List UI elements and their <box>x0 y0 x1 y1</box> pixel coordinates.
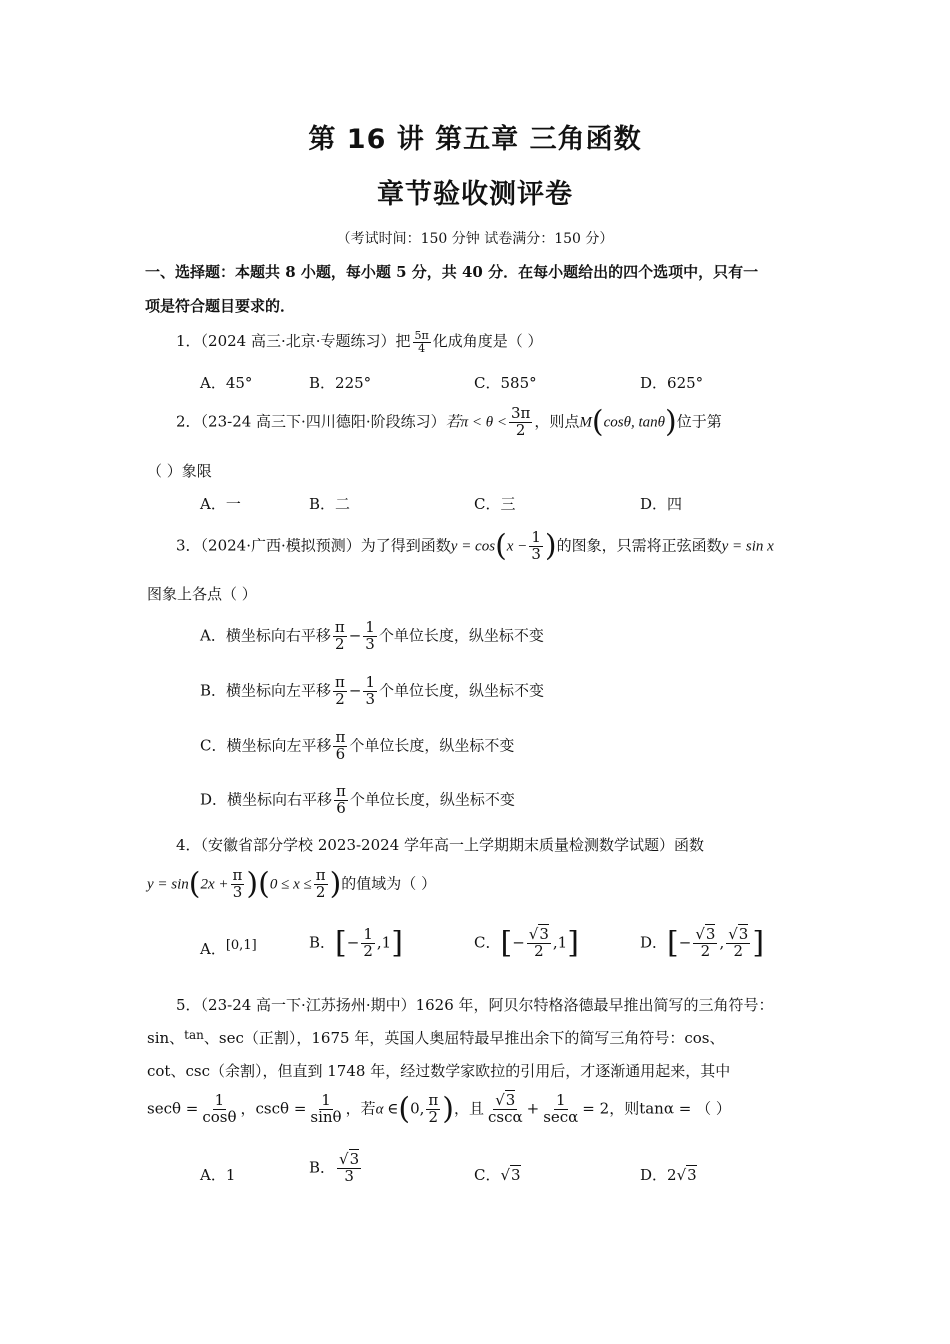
option-label: B． <box>309 933 336 952</box>
question-2 <box>176 406 722 439</box>
sec-symbol: sec <box>218 1029 244 1047</box>
q2-point-args: cosθ, tanθ <box>603 414 666 431</box>
separator: 、 <box>170 1062 186 1080</box>
frac-denominator: 2 <box>428 1107 439 1126</box>
option-text-end: 个单位长度，纵坐标不变 <box>349 790 515 809</box>
q4-text-end: 的值域为（ ） <box>341 874 437 893</box>
frac-numerator: π <box>336 782 346 800</box>
q5-line2 <box>147 1027 725 1048</box>
option-text: C．横坐标向左平移 <box>200 736 332 755</box>
frac-denominator: 2 <box>315 882 326 901</box>
paren-open: ( <box>188 866 201 902</box>
option-value: ,1 <box>552 933 568 952</box>
frac-pi-6 <box>334 784 348 817</box>
question-source: （安徽省部分学校 2023-2024 学年高一上学期期末质量检测数学试题）函数 <box>200 836 705 854</box>
frac-denominator: cosθ <box>202 1107 237 1126</box>
q5-text: ，且 <box>453 1099 484 1118</box>
bracket-open: [ <box>667 925 679 961</box>
q2-option-a: A．一 <box>200 495 241 513</box>
frac-numerator: 1 <box>321 1091 331 1109</box>
sqrt-radicand: 3 <box>539 925 549 943</box>
frac-numerator: π <box>428 1091 439 1109</box>
q3-option-c <box>200 730 514 763</box>
option-text: D．横坐标向右平移 <box>200 790 333 809</box>
separator: ， <box>240 1099 256 1118</box>
frac-sqrt3-csc <box>486 1093 525 1126</box>
q2-option-c: C．三 <box>474 495 516 513</box>
plus-sign: + <box>526 1099 540 1118</box>
q1-option-b: B．225° <box>309 374 372 392</box>
q2-text: ，则点 <box>534 412 580 431</box>
bracket-open: [ <box>500 925 513 961</box>
q5-option-b <box>309 1152 363 1185</box>
separator: 、 <box>169 1029 185 1047</box>
question-number: 2． <box>176 412 201 431</box>
bracket-close: ] <box>752 925 765 961</box>
q3-text: 为了得到函数 <box>360 536 451 555</box>
frac-denominator: secα <box>543 1107 579 1126</box>
frac-numerator: 5π <box>414 329 429 342</box>
frac-1-3 <box>363 620 377 653</box>
frac-numerator: 1 <box>363 925 373 943</box>
q2-point: M <box>579 414 592 431</box>
frac-denominator: 3 <box>232 882 243 901</box>
paren-close: ) <box>665 404 677 440</box>
frac-numerator: π <box>335 673 345 691</box>
frac-sqrt3-3 <box>337 1152 361 1185</box>
frac-sqrt3-2 <box>726 927 750 960</box>
frac-numerator: √3 <box>695 925 716 943</box>
q2-option-d: D．四 <box>640 495 683 513</box>
frac-denominator: 4 <box>418 341 426 355</box>
frac-1-2 <box>361 927 375 960</box>
frac-denominator: 2 <box>335 634 345 653</box>
q4-option-b <box>309 927 403 960</box>
q3-text-mid: 的图象，只需将正弦函数 <box>556 536 722 555</box>
q3-option-a <box>200 620 544 653</box>
question-5 <box>176 994 774 1015</box>
q4-domain: 0 ≤ x ≤ <box>269 876 312 893</box>
frac-numerator: 1 <box>365 673 376 691</box>
question-number: 1． <box>176 332 201 351</box>
sec-definition: secθ = <box>147 1099 199 1118</box>
q5-option-c: C．√3 <box>474 1166 521 1184</box>
sqrt-radicand: 3 <box>511 1166 521 1184</box>
sqrt-radicand: 3 <box>505 1091 516 1109</box>
q5-text: （正割），1675 年，英国人奥屈特最早推出余下的简写三角符号： <box>243 1029 685 1047</box>
frac-pi-2 <box>333 675 347 708</box>
option-text-end: 个单位长度，纵坐标不变 <box>378 626 544 645</box>
cot-symbol: cot <box>147 1062 171 1080</box>
tan-question: tanα = （ ） <box>639 1099 731 1118</box>
option-text-end: 个单位长度，纵坐标不变 <box>379 681 545 700</box>
frac-numerator: √3 <box>728 925 749 943</box>
page-title: 第 16 讲 第五章 三角函数 <box>308 124 642 155</box>
option-label: B． <box>309 1158 336 1177</box>
comma: , <box>719 933 725 952</box>
q1-text-end: 化成角度是（ ） <box>432 332 543 351</box>
q1-option-a: A．45° <box>200 374 253 392</box>
q3-option-b <box>200 675 544 708</box>
q1-option-c: C．585° <box>474 374 537 392</box>
frac-1-sin <box>308 1093 343 1126</box>
q2-line2: （ ）象限 <box>147 462 212 480</box>
frac-numerator: 1 <box>555 1091 566 1109</box>
option-label: C． <box>474 1166 501 1184</box>
frac-denominator: 3 <box>365 689 376 708</box>
minus-sign: − <box>678 933 692 952</box>
frac-denominator: cscα <box>487 1107 523 1126</box>
minus-sign: − <box>348 681 362 700</box>
option-value: ,1 <box>376 933 392 952</box>
q2-fraction <box>509 406 532 439</box>
sqrt-radicand: 3 <box>705 925 716 943</box>
question-source: （23-24 高三下·四川德阳·阶段练习） <box>200 412 446 431</box>
paren-close: ) <box>246 866 259 902</box>
tan-symbol: tan <box>184 1028 204 1042</box>
question-source: （2024 高三·北京·专题练习） <box>200 332 396 351</box>
minus-sign: − <box>348 626 362 645</box>
frac-1-3 <box>363 675 377 708</box>
q3-line2: 图象上各点（ ） <box>147 585 257 603</box>
option-text-end: 个单位长度，纵坐标不变 <box>349 736 515 755</box>
q3-func2: y = sin x <box>721 538 774 555</box>
frac-numerator: √3 <box>339 1150 360 1168</box>
cos-symbol: cos <box>684 1029 710 1047</box>
frac-denominator: 2 <box>335 689 345 708</box>
frac-sqrt3-2 <box>527 927 551 960</box>
frac-denominator: 2 <box>363 941 373 960</box>
frac-numerator: 3π <box>511 404 531 422</box>
frac-denominator: 3 <box>531 544 541 563</box>
minus-sign: − <box>346 933 360 952</box>
q5-line4 <box>147 1093 731 1126</box>
paren-open: ( <box>258 866 270 902</box>
q5-line3 <box>147 1060 730 1081</box>
separator: 、 <box>709 1029 725 1047</box>
paren-close: ) <box>442 1091 454 1127</box>
section-heading-line2: 项是符合题目要求的． <box>145 297 296 315</box>
q4-option-d <box>640 927 764 960</box>
option-text: B．横坐标向左平移 <box>200 681 332 700</box>
sqrt-radicand: 3 <box>738 925 749 943</box>
frac-numerator: √3 <box>495 1091 516 1109</box>
q5-option-a: A．1 <box>200 1166 236 1184</box>
question-number: 5． <box>176 996 201 1014</box>
q3-func: y = cos <box>450 538 496 555</box>
paren-open: ( <box>398 1091 411 1127</box>
q1-text: 把 <box>395 332 411 351</box>
sqrt-radicand: 3 <box>687 1166 697 1184</box>
q4-func: y = sin <box>147 876 189 893</box>
bracket-close: ] <box>391 925 403 961</box>
option-label: D． <box>640 933 668 952</box>
frac-denominator: sinθ <box>310 1107 342 1126</box>
q1-option-d: D．625° <box>640 374 704 392</box>
frac-denominator: 2 <box>700 941 711 960</box>
question-3 <box>176 530 774 563</box>
minus-sign: − <box>512 933 525 952</box>
frac-denominator: 6 <box>335 744 346 763</box>
option-label: D． <box>640 1166 668 1184</box>
q2-text-end: 位于第 <box>676 412 722 431</box>
paren-close: ) <box>329 866 342 902</box>
frac-denominator: 2 <box>534 941 544 960</box>
question-1 <box>176 330 543 354</box>
q5-text: ，若 <box>345 1099 376 1118</box>
frac-denominator: 2 <box>515 420 526 439</box>
q4-line2 <box>147 868 436 901</box>
frac-sqrt3-2 <box>693 927 717 960</box>
frac-pi-2 <box>333 620 347 653</box>
option-value: [0,1] <box>225 938 257 953</box>
q2-condition: 若π < θ < <box>445 414 507 431</box>
question-number: 3． <box>176 536 201 555</box>
frac-denominator: 2 <box>733 941 744 960</box>
csc-symbol: csc <box>185 1062 210 1080</box>
frac-denominator: 6 <box>336 798 346 817</box>
frac-numerator: π <box>335 728 346 746</box>
q4-func-arg: 2x + <box>200 876 229 893</box>
question-source: （2024·广西·模拟预测） <box>200 536 361 555</box>
question-4 <box>176 834 704 855</box>
separator: 、 <box>203 1029 219 1047</box>
q5-text: （余割），但直到 1748 年，经过数学家欧拉的引用后，才逐渐通用起来，其中 <box>209 1062 731 1080</box>
bracket-open: [ <box>335 925 347 961</box>
frac-numerator: π <box>315 866 326 884</box>
csc-definition: cscθ = <box>255 1099 307 1118</box>
frac-pi-2 <box>314 868 328 901</box>
q4-option-c <box>474 927 579 960</box>
frac-numerator: 1 <box>214 1091 225 1109</box>
frac-1-sec <box>541 1093 580 1126</box>
frac-pi-3 <box>231 868 245 901</box>
q1-fraction <box>413 330 431 354</box>
frac-numerator: π <box>334 618 345 636</box>
frac-pi-2 <box>426 1093 440 1126</box>
paren-open: ( <box>495 528 507 564</box>
option-label: C． <box>474 933 501 952</box>
frac-denominator: 3 <box>344 1166 354 1185</box>
question-number: 4． <box>176 836 201 854</box>
sqrt-radicand: 3 <box>349 1150 360 1168</box>
equals-two: = 2 <box>582 1099 610 1118</box>
frac-numerator: 1 <box>531 528 541 546</box>
page-subtitle: 章节验收测评卷 <box>377 179 573 210</box>
option-text: A．横坐标向右平移 <box>200 626 331 645</box>
q4-option-a <box>200 938 257 959</box>
alpha-condition: α ∈ <box>375 1101 399 1118</box>
frac-pi-6 <box>333 730 347 763</box>
q5-text: ，则 <box>609 1099 640 1118</box>
q5-option-d: D．2√3 <box>640 1166 697 1184</box>
question-text: （23-24 高一下·江苏扬州·期中）1626 年，阿贝尔特格洛德最早推出简写的三角符号： <box>200 996 774 1014</box>
frac-denominator: 3 <box>365 634 375 653</box>
q3-option-d <box>200 784 515 817</box>
frac-1-cos <box>200 1093 238 1126</box>
paren-close: ) <box>544 528 557 564</box>
paren-open: ( <box>591 404 604 440</box>
interval-start: 0, <box>410 1099 425 1118</box>
section-heading-line1: 一、选择题：本题共 8 小题，每小题 5 分，共 40 分．在每小题给出的四个选项中，只有一 <box>145 263 759 281</box>
exam-info: （考试时间：150 分钟 试卷满分：150 分） <box>336 231 614 247</box>
coefficient: 2 <box>667 1166 677 1184</box>
frac-numerator: π <box>232 866 243 884</box>
frac-numerator: √3 <box>528 925 549 943</box>
bracket-close: ] <box>567 925 579 961</box>
option-label: A． <box>200 940 226 958</box>
q2-option-b: B．二 <box>309 495 351 513</box>
frac-numerator: 1 <box>365 618 375 636</box>
q3-func-arg: x − <box>506 538 528 555</box>
q3-fraction <box>529 530 543 563</box>
sin-symbol: sin <box>147 1029 170 1047</box>
